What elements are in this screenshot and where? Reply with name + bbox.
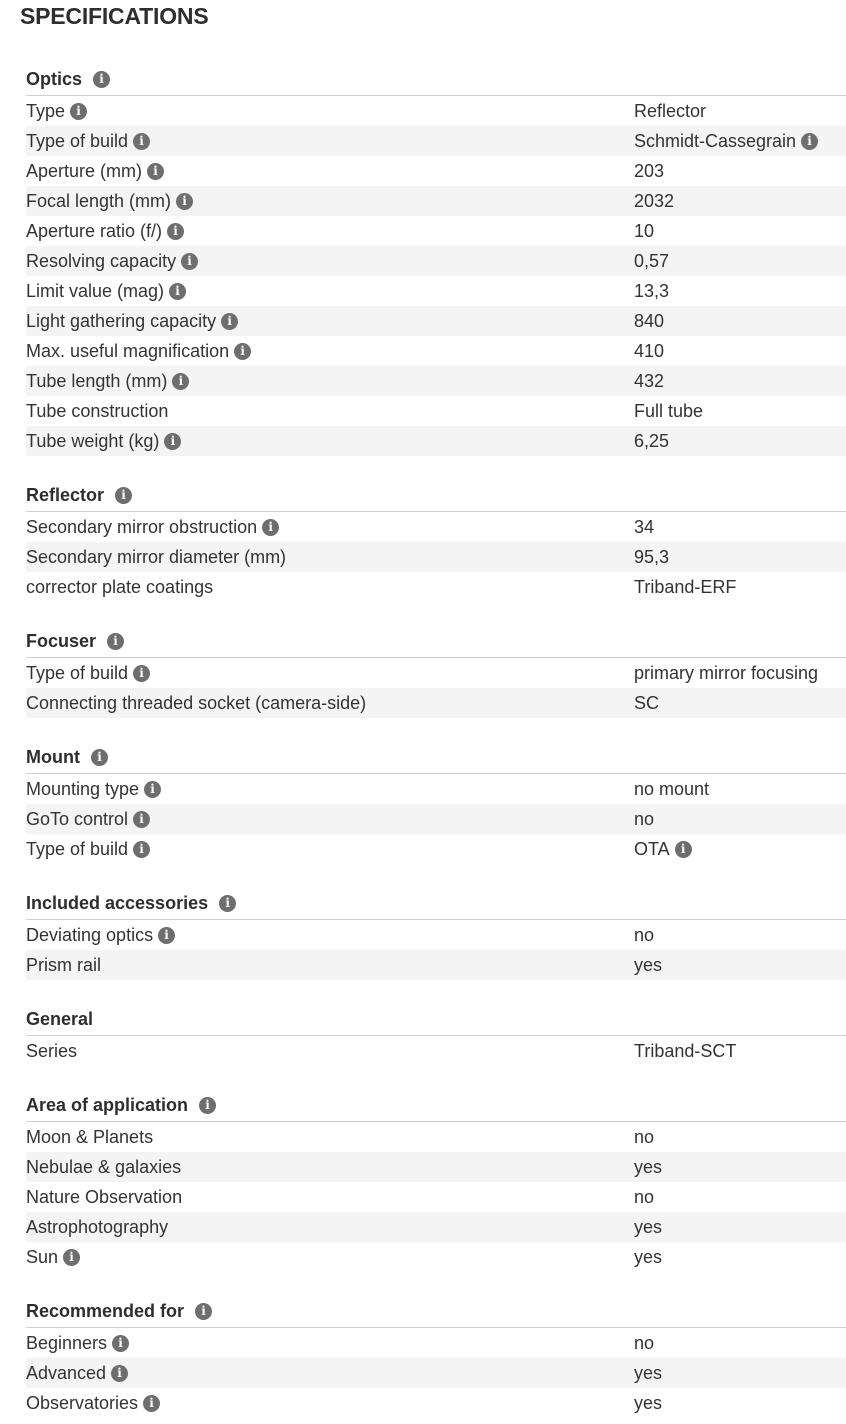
info-icon[interactable]: i xyxy=(133,665,150,682)
spec-row xyxy=(26,1182,846,1212)
info-icon[interactable]: i xyxy=(219,895,236,912)
info-icon[interactable]: i xyxy=(143,1395,160,1412)
spec-value: 0,57 xyxy=(634,250,670,271)
section-area-of-application xyxy=(26,1089,846,1272)
spec-value: Triband-ERF xyxy=(634,576,737,597)
section-title: General xyxy=(26,1008,94,1029)
section-header xyxy=(26,63,846,96)
info-icon[interactable]: i xyxy=(262,519,279,536)
spec-row xyxy=(26,246,846,276)
spec-value: no xyxy=(634,1126,655,1147)
info-icon[interactable]: i xyxy=(133,841,150,858)
spec-row xyxy=(26,834,846,864)
info-icon[interactable]: i xyxy=(144,781,161,798)
spec-row xyxy=(26,276,846,306)
spec-label: Moon & Planets xyxy=(26,1126,154,1147)
spec-row xyxy=(26,920,846,950)
spec-row xyxy=(26,1242,846,1272)
spec-value: 410 xyxy=(634,340,665,361)
spec-label: GoTo control xyxy=(26,808,129,829)
info-icon[interactable]: i xyxy=(172,373,189,390)
spec-value: yes xyxy=(634,1246,663,1267)
spec-row xyxy=(26,396,846,426)
info-icon[interactable]: i xyxy=(63,1249,80,1266)
spec-label: Type of build xyxy=(26,838,129,859)
info-icon[interactable]: i xyxy=(147,163,164,180)
spec-value: OTA xyxy=(634,838,670,859)
spec-label: Deviating optics xyxy=(26,924,154,945)
spec-label: Secondary mirror obstruction xyxy=(26,516,258,537)
spec-label: Prism rail xyxy=(26,954,101,975)
spec-value: no xyxy=(634,1186,655,1207)
spec-value: 432 xyxy=(634,370,665,391)
info-icon[interactable]: i xyxy=(675,841,692,858)
section-recommended-for xyxy=(26,1295,846,1418)
spec-row xyxy=(26,950,846,980)
spec-value: Triband-SCT xyxy=(634,1040,737,1061)
spec-label: Aperture ratio (f/) xyxy=(26,220,163,241)
section-header xyxy=(26,625,846,658)
section-title: Mount xyxy=(26,746,80,767)
info-icon[interactable]: i xyxy=(801,133,818,150)
spec-row xyxy=(26,366,846,396)
section-title: Focuser xyxy=(26,630,97,651)
spec-row xyxy=(26,658,846,688)
spec-label: Advanced xyxy=(26,1362,107,1383)
spec-label: Secondary mirror diameter (mm) xyxy=(26,546,287,567)
spec-label: Sun xyxy=(26,1246,59,1267)
spec-value: yes xyxy=(634,1392,663,1413)
spec-value: Full tube xyxy=(634,400,704,421)
section-header xyxy=(26,741,846,774)
section-mount xyxy=(26,741,846,864)
section-title: Optics xyxy=(26,68,83,89)
spec-value: SC xyxy=(634,692,660,713)
section-title: Area of application xyxy=(26,1094,189,1115)
spec-value: yes xyxy=(634,1362,663,1383)
info-icon[interactable]: i xyxy=(167,223,184,240)
info-icon[interactable]: i xyxy=(133,133,150,150)
info-icon[interactable]: i xyxy=(112,1335,129,1352)
info-icon[interactable]: i xyxy=(133,811,150,828)
spec-label: Beginners xyxy=(26,1332,108,1353)
info-icon[interactable]: i xyxy=(115,487,132,504)
section-optics xyxy=(26,63,846,456)
spec-label: Tube weight (kg) xyxy=(26,430,160,451)
info-icon[interactable]: i xyxy=(234,343,251,360)
spec-value: yes xyxy=(634,954,663,975)
spec-row xyxy=(26,156,846,186)
info-icon[interactable]: i xyxy=(221,313,238,330)
info-icon[interactable]: i xyxy=(169,283,186,300)
spec-row xyxy=(26,1122,846,1152)
spec-label: Connecting threaded socket (camera-side) xyxy=(26,692,367,713)
spec-value: Schmidt-Cassegrain xyxy=(634,130,797,151)
section-header xyxy=(26,887,846,920)
spec-row xyxy=(26,542,846,572)
page-title: SPECIFICATIONS xyxy=(20,3,209,29)
spec-label: Observatories xyxy=(26,1392,139,1413)
spec-row xyxy=(26,1328,846,1358)
spec-label: Astrophotography xyxy=(26,1216,169,1237)
info-icon[interactable]: i xyxy=(93,71,110,88)
spec-value: primary mirror focusing xyxy=(634,662,819,683)
section-focuser xyxy=(26,625,846,718)
spec-value: yes xyxy=(634,1156,663,1177)
spec-row xyxy=(26,336,846,366)
spec-value: no xyxy=(634,808,655,829)
section-reflector xyxy=(26,479,846,602)
spec-value: no xyxy=(634,924,655,945)
spec-row xyxy=(26,186,846,216)
spec-label: Aperture (mm) xyxy=(26,160,143,181)
section-header xyxy=(26,1089,846,1122)
spec-row xyxy=(26,1036,846,1066)
section-title: Recommended for xyxy=(26,1300,185,1321)
spec-value: 6,25 xyxy=(634,430,670,451)
section-general xyxy=(26,1003,846,1066)
spec-value: 203 xyxy=(634,160,665,181)
spec-label: Type of build xyxy=(26,130,129,151)
spec-label: corrector plate coatings xyxy=(26,576,214,597)
info-icon[interactable]: i xyxy=(199,1097,216,1114)
spec-row xyxy=(26,572,846,602)
spec-label: Series xyxy=(26,1040,78,1061)
spec-row xyxy=(26,96,846,126)
info-icon[interactable]: i xyxy=(107,633,124,650)
spec-value: 34 xyxy=(634,516,655,537)
info-icon[interactable]: i xyxy=(176,193,193,210)
section-header xyxy=(26,1295,846,1328)
spec-value: 2032 xyxy=(634,190,675,211)
spec-row xyxy=(26,216,846,246)
spec-label: Tube length (mm) xyxy=(26,370,168,391)
spec-row xyxy=(26,306,846,336)
info-icon[interactable]: i xyxy=(70,103,87,120)
spec-row xyxy=(26,1152,846,1182)
spec-row xyxy=(26,1388,846,1418)
spec-value: no xyxy=(634,1332,655,1353)
section-included-accessories xyxy=(26,887,846,980)
spec-label: Mounting type xyxy=(26,778,140,799)
spec-label: Nature Observation xyxy=(26,1186,183,1207)
spec-value: 95,3 xyxy=(634,546,670,567)
section-header xyxy=(26,479,846,512)
spec-row xyxy=(26,1212,846,1242)
spec-row xyxy=(26,774,846,804)
spec-row xyxy=(26,688,846,718)
spec-label: Type of build xyxy=(26,662,129,683)
spec-label: Light gathering capacity xyxy=(26,310,217,331)
spec-value: no mount xyxy=(634,778,710,799)
spec-label: Max. useful magnification xyxy=(26,340,230,361)
section-title: Included accessories xyxy=(26,892,209,913)
spec-value: Reflector xyxy=(634,100,707,121)
info-icon[interactable]: i xyxy=(164,433,181,450)
info-icon[interactable]: i xyxy=(111,1365,128,1382)
spec-value: 10 xyxy=(634,220,655,241)
spec-label: Resolving capacity xyxy=(26,250,177,271)
info-icon[interactable]: i xyxy=(181,253,198,270)
spec-value: 13,3 xyxy=(634,280,670,301)
spec-row xyxy=(26,126,846,156)
spec-value: yes xyxy=(634,1216,663,1237)
spec-row xyxy=(26,1358,846,1388)
section-header xyxy=(26,1003,846,1036)
info-icon[interactable]: i xyxy=(91,749,108,766)
spec-value: 840 xyxy=(634,310,665,331)
spec-label: Nebulae & galaxies xyxy=(26,1156,182,1177)
spec-label: Type xyxy=(26,100,66,121)
spec-label: Focal length (mm) xyxy=(26,190,172,211)
info-icon[interactable]: i xyxy=(195,1303,212,1320)
spec-label: Tube construction xyxy=(26,400,169,421)
section-title: Reflector xyxy=(26,484,105,505)
spec-row xyxy=(26,426,846,456)
spec-label: Limit value (mag) xyxy=(26,280,165,301)
info-icon[interactable]: i xyxy=(158,927,175,944)
spec-row xyxy=(26,512,846,542)
spec-row xyxy=(26,804,846,834)
